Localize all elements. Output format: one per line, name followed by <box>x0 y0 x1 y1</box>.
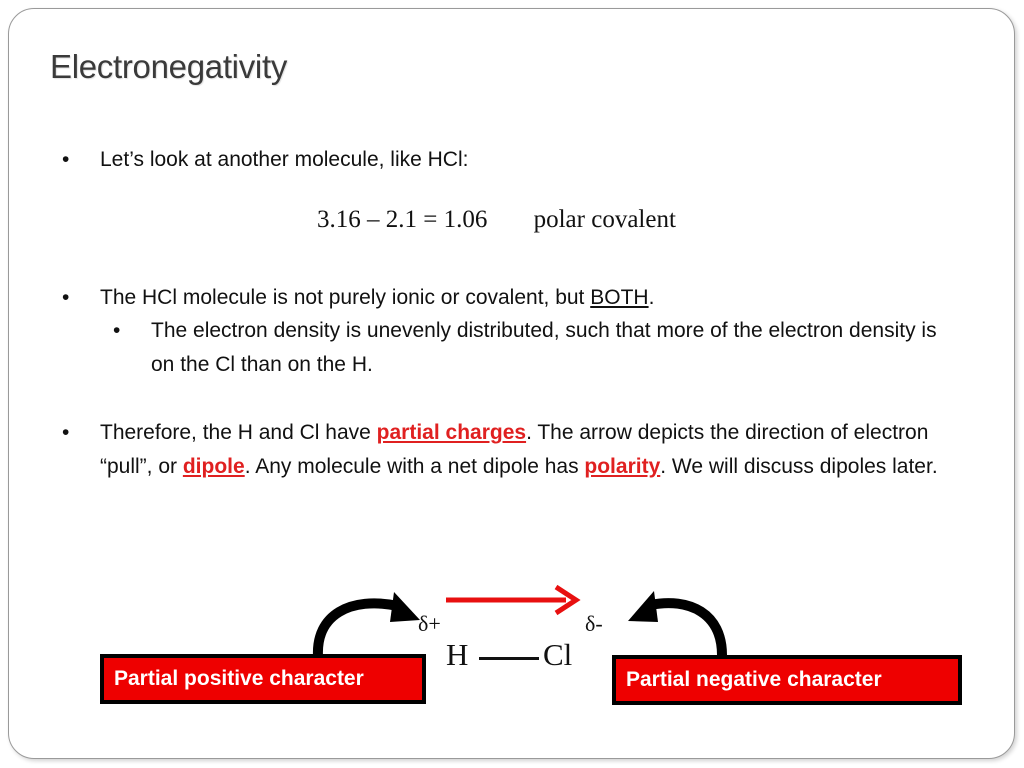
bullet-dot: • <box>62 148 70 171</box>
atom-cl: Cl <box>543 637 573 672</box>
bullet-dot: • <box>62 421 70 444</box>
sub-bullet-text: The electron density is unevenly distributed, such that more of the electron density is on the Cl than on the H. <box>151 319 937 376</box>
left-curved-arrow <box>318 603 398 656</box>
bullet-3-part4: . We will discuss dipoles later. <box>660 455 938 478</box>
bullet-2-emphasis: BOTH <box>590 286 649 309</box>
h-cl-bond <box>479 657 539 660</box>
bullet-1-text: Let’s look at another molecule, like HCl: <box>100 148 469 171</box>
bullet-2-suffix: . <box>648 286 655 309</box>
term-dipole: dipole <box>182 455 245 478</box>
bullet-dot: • <box>62 286 70 309</box>
left-curved-arrow-head <box>390 592 420 622</box>
term-polarity: polarity <box>584 455 661 478</box>
bullet-3-part2: . The arrow depicts the direction of electron “pull”, or <box>100 421 929 478</box>
term-partial-charges: partial charges <box>376 421 527 444</box>
atom-h: H <box>446 637 469 672</box>
bullet-dot: • <box>113 319 121 342</box>
partial-positive-box: Partial positive character <box>100 654 426 704</box>
right-curved-arrow <box>650 603 722 655</box>
bullet-2-prefix: The HCl molecule is not purely ionic or covalent, but <box>100 286 591 309</box>
delta-minus-label: δ- <box>585 611 603 636</box>
right-curved-arrow-head <box>628 591 658 622</box>
bullet-3-part1: Therefore, the H and Cl have <box>100 421 377 444</box>
slide-title: Electronegativity <box>50 48 288 85</box>
delta-plus-label: δ+ <box>418 611 441 636</box>
partial-negative-box: Partial negative character <box>612 655 962 705</box>
bullet-3-part3: . Any molecule with a net dipole has <box>244 455 585 478</box>
equation-expression: 3.16 – 2.1 = 1.06 <box>317 206 488 233</box>
equation-result-label: polar covalent <box>533 206 676 233</box>
